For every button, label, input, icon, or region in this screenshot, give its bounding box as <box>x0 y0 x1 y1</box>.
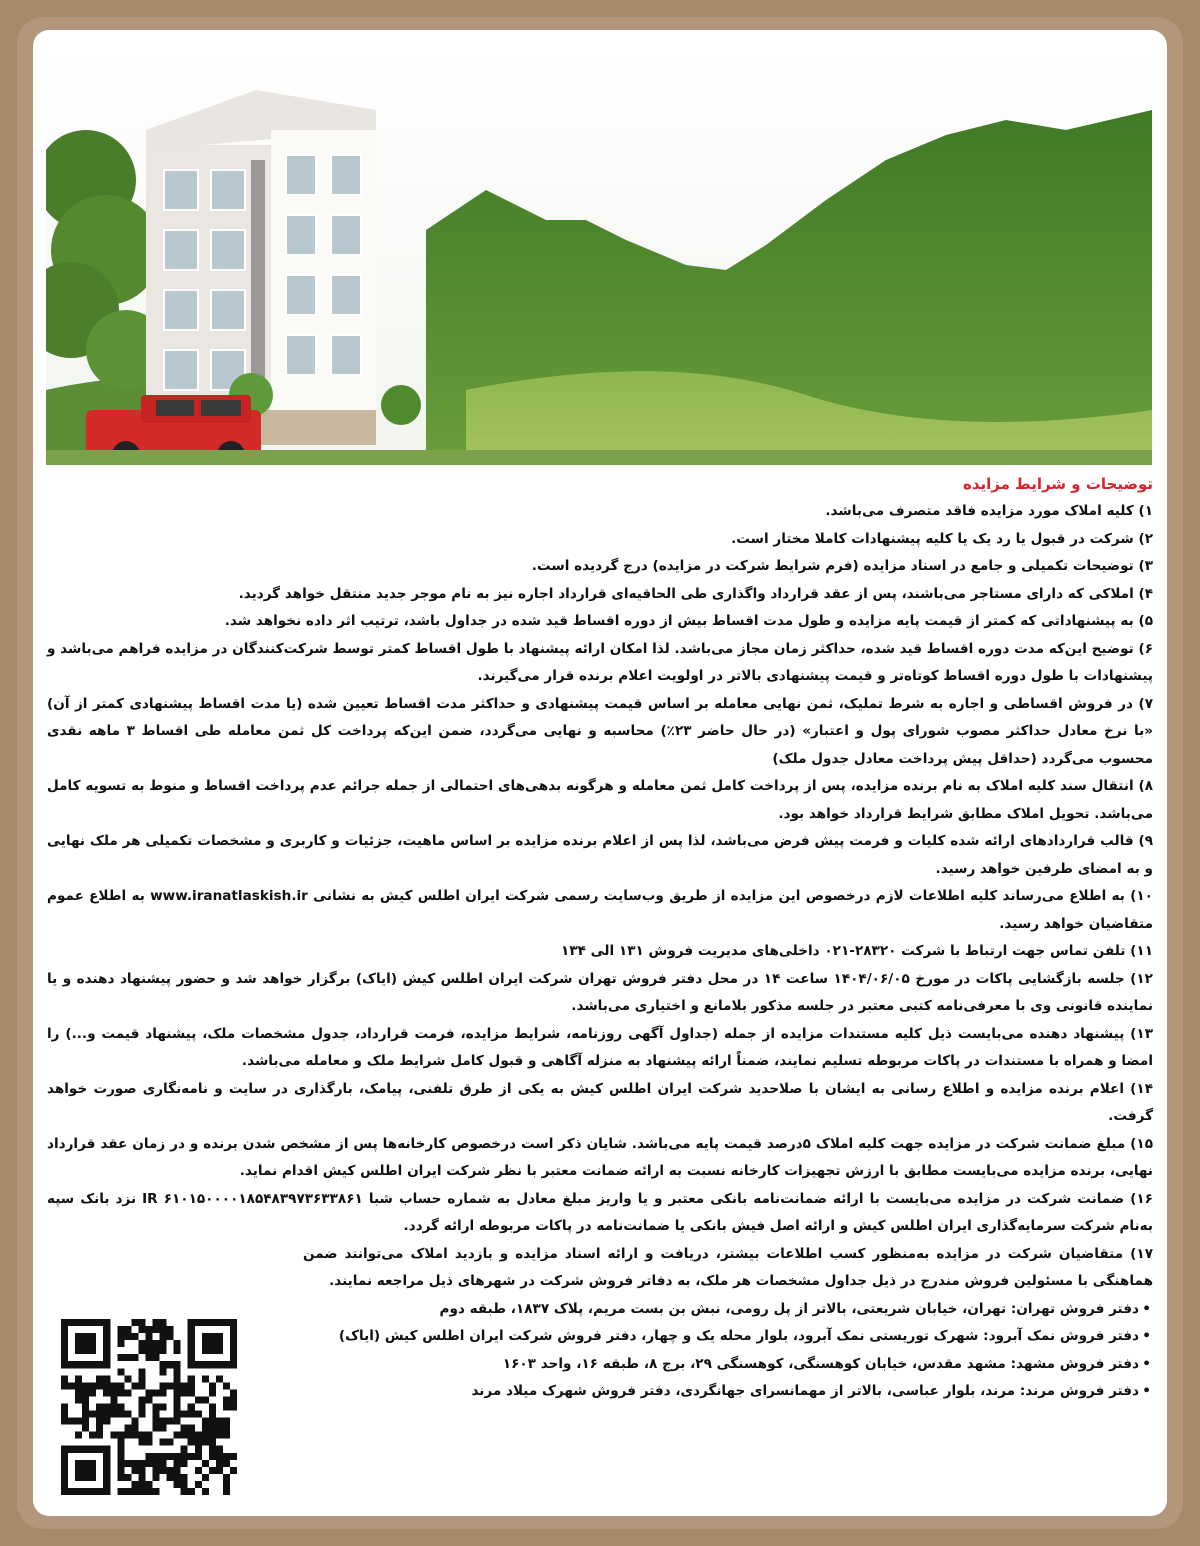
term-4: ۴) املاکی که دارای مستاجر می‌باشند، پس از عقد قرارداد واگذاری طی الحاقیه‌ای قرارداد اجاره نیز به نام موجر جدید منتقل خواهد گردید. <box>238 585 1153 602</box>
term-6: ۶) توضیح این‌که مدت دوره اقساط قید شده، حداکثر زمان مجاز می‌باشد. لذا امکان ارائه پیشنهاد با طول اقساط کمتر توسط شرکت‌کنندگان در مزایده فراهم می‌باشد و پیشنهادات با طول دوره اقساط کوتاه‌تر و قیمت پیشنهادی بالاتر در اولویت اعلام برنده قرار می‌گیرند. <box>47 640 1153 684</box>
bullet-icon: • <box>1142 1300 1151 1317</box>
hero-photo <box>46 50 1152 465</box>
office-marand: • دفتر فروش مرند: مرند، بلوار عباسی، بالاتر از مهمانسرای جهانگردی، دفتر فروش شهرک میلاد مرند <box>303 1378 1153 1406</box>
term-13: ۱۳) پیشنهاد دهنده می‌بایست ذیل کلیه مستندات مزایده از جمله (جداول آگهی روزنامه، شرایط مزایده، فرمت قرارداد، جدول مشخصات ملک، پیشنهاد قیمت و...) را امضا و همراه با مستندات در پاکات مربوطه تسلیم نمایند، ضمناً ارائه پیشنهاد به منزله آگاهی و قبول کامل شرایط ملک و معامله می‌باشد. <box>47 1025 1153 1069</box>
term-17: ۱۷) متقاضیان شرکت در مزایده به‌منظور کسب اطلاعات بیشتر، دریافت و ارائه اسناد مزایده و بازدید املاک می‌توانند ضمن هماهنگی با مسئولین فروش مندرج در ذیل جداول مشخصات هر ملک، به دفاتر فروش شرکت در شهرهای ذیل مراجعه نمایند. <box>303 1245 1153 1289</box>
term-3: ۳) توضیحات تکمیلی و جامع در اسناد مزایده (فرم شرایط شرکت در مزایده) درج گردیده است. <box>531 558 1153 574</box>
term-16: ۱۶) ضمانت شرکت در مزایده می‌بایست با ارائه ضمانت‌نامه بانکی معتبر و یا واریز مبلغ معادل به شماره حساب شبا IR ۶۱۰۱۵۰۰۰۰۱۸۵۴۸۳۹۷۳۶۳۳۸۶۱ نزد بانک سپه به‌نام شرکت سرمایه‌گذاری ایران اطلس کیش و ارائه اصل فیش بانکی یا ضمانت‌نامه در پاکات مربوطه ارائه گردد. <box>47 1190 1153 1234</box>
bullet-icon: • <box>1142 1328 1151 1344</box>
term-11: ۱۱) تلفن تماس جهت ارتباط با شرکت ۲۸۳۲۰-۰۲۱ داخلی‌های مدیریت فروش ۱۳۱ الی ۱۳۴ <box>561 943 1153 959</box>
qr-code-icon <box>61 1319 237 1495</box>
term-12: ۱۲) جلسه بازگشایی پاکات در مورخ ۱۴۰۴/۰۶/۰۵ ساعت ۱۴ در محل دفتر فروش تهران شرکت ایران اطلس کیش (ایاک) برگزار خواهد شد و حضور پیشنهاد دهنده و یا نماینده قانونی وی با معرفی‌نامه کتبی معتبر در جلسه مذکور بلامانع و اختیاری می‌باشد. <box>47 970 1153 1014</box>
term-10: ۱۰) به اطلاع می‌رساند کلیه اطلاعات لازم درخصوص این مزایده از طریق وب‌سایت رسمی شرکت ایران اطلس کیش به نشانی www.iranatlaskish.ir به اطلاع عموم متقاضیان خواهد رسید. <box>47 888 1153 932</box>
term-2: ۲) شرکت در قبول یا رد یک یا کلیه پیشنهادات کاملا مختار است. <box>731 530 1153 547</box>
term-9: ۹) قالب قراردادهای ارائه شده کلیات و فرمت پیش فرض می‌باشد، لذا پس از اعلام برنده مزایده بر اساس ماهیت، جزئیات و کاربری و مشخصات تکمیلی هر ملک نهایی و به امضای طرفین خواهد رسید. <box>47 833 1153 877</box>
office-mashhad: • دفتر فروش مشهد: مشهد مقدس، خیابان کوهسنگی، کوهسنگی ۲۹، برج ۸، طبقه ۱۶، واحد ۱۶۰۳ <box>303 1351 1153 1379</box>
office-tehran: • دفتر فروش تهران: تهران، خیابان شریعتی، بالاتر از پل رومی، نبش بن بست مریم، پلاک ۱۸۳۷، طبقه دوم <box>303 1296 1153 1324</box>
building-forest-image <box>46 50 1152 465</box>
term-7: ۷) در فروش اقساطی و اجاره به شرط تملیک، ثمن نهایی معامله بر اساس قیمت پیشنهادی و حداکثر مدت اقساط تعیین شده (یا مدت اقساط پیشنهادی کمتر از آن) «با نرخ معادل حداکثر مصوب شورای پول و اعتبار» (در حال حاضر ۲۳٪) محاسبه و نهایی می‌گردد، ضمن این‌که پرداخت کل ثمن معامله طی اقساط ۳ ماهه نقدی محسوب می‌گردد (حداقل پیش پرداخت معادل جدول ملک) <box>47 695 1154 767</box>
section-title: توضیحات و شرایط مزایده <box>963 475 1153 493</box>
term-1: ۱) کلیه املاک مورد مزایده فاقد متصرف می‌باشد. <box>825 503 1153 519</box>
sales-offices-list <box>303 1296 1153 1406</box>
bullet-icon: • <box>1142 1383 1151 1399</box>
term-14: ۱۴) اعلام برنده مزایده و اطلاع رسانی به ایشان با صلاحدید شرکت ایران اطلس کیش به یکی از طرق تلفنی، پیامک، بارگذاری در سایت و نامه‌نگاری صورت خواهد گرفت. <box>47 1080 1153 1124</box>
office-namakabrud: • دفتر فروش نمک آبرود: شهرک توریستی نمک آبرود، بلوار محله یک و چهار، دفتر فروش شرکت ایران اطلس کیش (ایاک) <box>303 1323 1153 1351</box>
qr-code[interactable] <box>61 1319 237 1495</box>
bullet-icon: • <box>1142 1355 1151 1372</box>
term-15: ۱۵) مبلغ ضمانت شرکت در مزایده جهت کلیه املاک ۵درصد قیمت پایه می‌باشد. شایان ذکر است درخصوص کارخانه‌ها پس از مشخص شدن برنده و در زمان عقد قرارداد نهایی، برنده مزایده می‌بایست مطابق با ارزش تجهیزات کارخانه نسبت به ارائه ضمانت معتبر با نظر شرکت ایران اطلس کیش اقدام نماید. <box>47 1135 1153 1179</box>
term-8: ۸) انتقال سند کلیه املاک به نام برنده مزایده، پس از پرداخت کامل ثمن معامله و هرگونه بدهی‌های احتمالی از جمله جرائم عدم پرداخت اقساط و منوط به تسویه کامل می‌باشد. تحویل املاک مطابق شرایط قرارداد خواهد بود. <box>47 778 1153 822</box>
ad-panel <box>33 30 1167 1516</box>
term-5: ۵) به پیشنهاداتی که کمتر از قیمت پایه مزایده و طول مدت اقساط بیش از دوره اقساط قید شده در جداول باشد، ترتیب اثر داده نخواهد شد. <box>224 613 1153 629</box>
page-frame <box>17 17 1183 1529</box>
